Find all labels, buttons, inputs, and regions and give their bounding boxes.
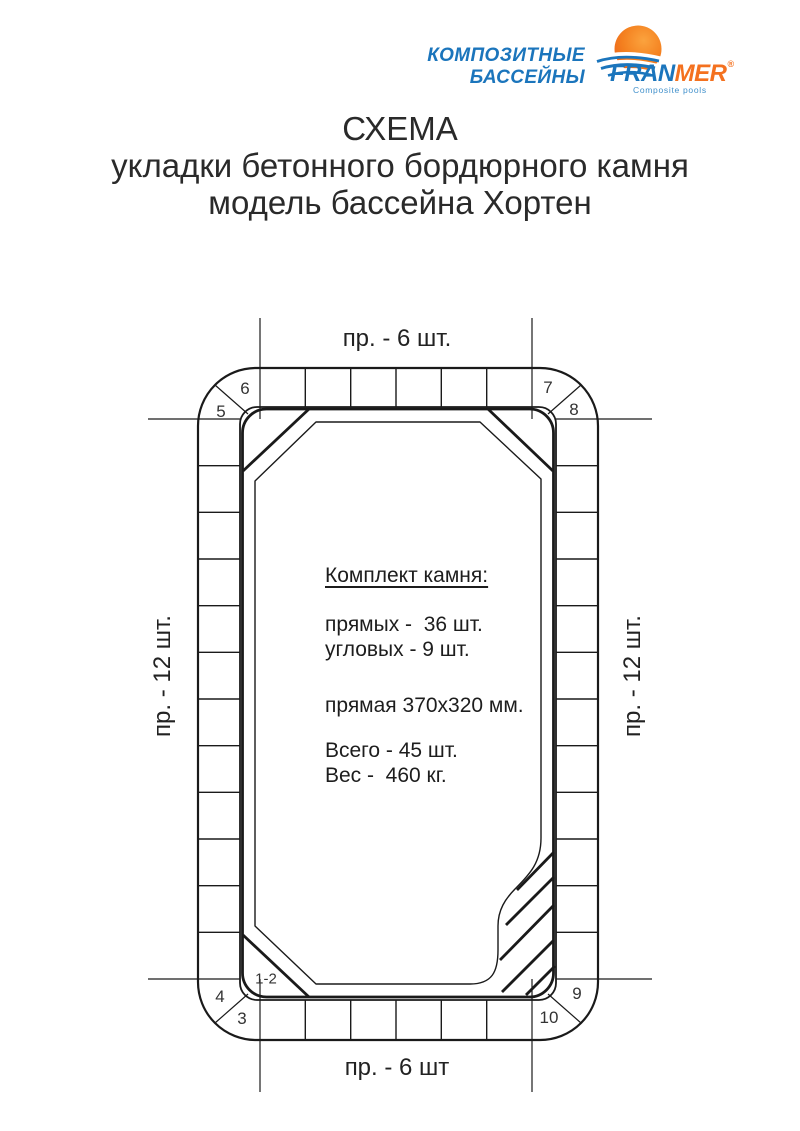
brand-pools-word: БАССЕЙНЫ — [469, 67, 585, 88]
stairs-hatch — [500, 852, 555, 995]
logo-mer: MER — [674, 60, 727, 87]
logo-tagline: Composite pools — [633, 85, 707, 95]
logo-fran: FRAN — [610, 60, 675, 87]
corner-stone-number-9: 9 — [572, 984, 582, 1003]
bottom-count-label: пр. - 6 шт — [344, 1054, 450, 1081]
registered-mark-icon: ® — [727, 59, 734, 69]
corner-stones-count-line: угловых - 9 шт. — [325, 638, 470, 661]
left-count-label: пр. - 12 шт. — [149, 615, 176, 737]
straight-stones-count-line: прямых - 36 шт. — [325, 613, 483, 636]
corner-stone-number-5: 5 — [216, 402, 226, 421]
title-line-1: СХЕМА — [342, 110, 458, 147]
corner-stone-number-7: 7 — [543, 378, 553, 397]
corner-stone-number-6: 6 — [240, 379, 250, 398]
title-line-2: укладки бетонного бордюрного камня — [111, 147, 689, 184]
corner-stone-number-8: 8 — [569, 400, 579, 419]
top-count-label: пр. - 6 шт. — [342, 325, 452, 352]
corner-stone-number-1-2: 1-2 — [255, 970, 277, 988]
brand-composite-word: КОМПОЗИТНЫЕ — [427, 45, 585, 66]
stone-kit-heading: Комплект камня: — [325, 564, 489, 587]
title-line-3: модель бассейна Хортен — [208, 184, 592, 221]
stone-size-line: прямая 370х320 мм. — [325, 694, 524, 717]
total-weight-line: Вес - 460 кг. — [325, 764, 447, 787]
corner-stone-number-4: 4 — [215, 987, 225, 1006]
right-count-label: пр. - 12 шт. — [619, 615, 646, 737]
total-count-line: Всего - 45 шт. — [325, 739, 458, 762]
corner-stone-number-3: 3 — [237, 1009, 247, 1028]
corner-stone-number-10: 10 — [539, 1008, 559, 1027]
